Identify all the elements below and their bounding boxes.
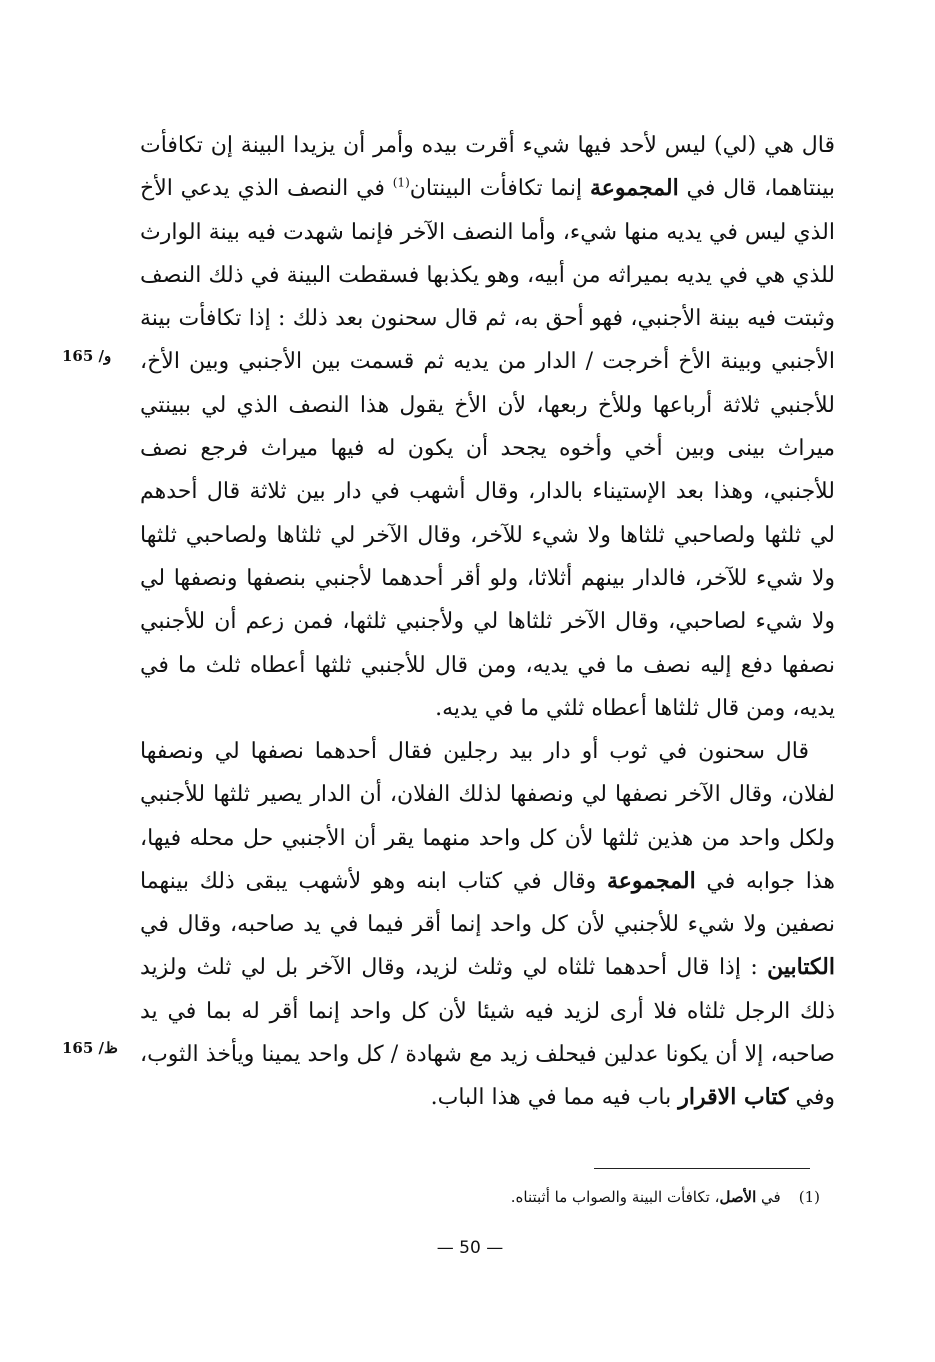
paragraph-2-text: قال سحنون في ثوب أو دار بيد رجلين فقال أحدهما نصفها لي ونصفها لفلان، وقال الآخر نصفها لي ونصفها لذلك الفلان، أن الدار يصير ثلثها للأجنبي ولكل واحد من هذين ثلثها لأن كل واحد منهما يقر أن الأجنبي حل محله فيها، هذا جوابه في bbox=[140, 739, 835, 894]
paragraph-2-text: وقال في كتاب ابنه وهو لأشهب يبقى ذلك بينهما نصفين ولا شيء للأجنبي لأن كل واحد إنما أقر فيما في يد صاحبه، وقال في bbox=[140, 868, 835, 938]
footnote-divider bbox=[594, 1168, 810, 1169]
paragraph-1 bbox=[140, 124, 835, 730]
footnote-text: في bbox=[756, 1188, 781, 1206]
paragraph-1-text: قال هي (لي) ليس لأحد فيها شيء أقرت بيده وأمر أن يزيدا البينة إن تكافأت بينتاهما، قال في bbox=[140, 133, 836, 202]
page-number: — 50 — bbox=[436, 1238, 504, 1258]
footnote-bold-term: الأصل bbox=[719, 1188, 757, 1206]
bold-term-majmua: المجموعة bbox=[606, 867, 696, 894]
paragraph-1-text: إنما تكافأت البينتان bbox=[409, 176, 590, 202]
footnote bbox=[440, 1185, 820, 1209]
paragraph-2 bbox=[140, 730, 835, 1120]
paragraph-2-text: باب فيه مما في هذا الباب. bbox=[430, 1085, 679, 1111]
folio-margin-note: 165 /ظ bbox=[62, 1039, 118, 1057]
footnote-text: ، تكافأت البينة والصواب ما أثبتناه. bbox=[510, 1188, 720, 1206]
bold-term-kitabayn: الكتابين bbox=[767, 954, 835, 981]
paragraph-1-text: في النصف الذي يدعي الأخ الذي ليس في يديه منها شيء، وأما النصف الآخر فإنما شهدت فيه بينة الوارث للذي هي في يديه بميراثه من أبيه، وهو يكذبها فسقطت البينة في ذلك النصف وثبتت فيه بينة الأجنبي، فهو أحق به، ثم قال سحنون بعد ذلك : إذا تكافأت بينة الأجنبي وبينة الأخ أخرجت / الدار من يديه ثم قسمت بين الأجنبي وبين الأخ، للأجنبي ثلاثة أرباعها وللأخ ربعها، لأن الأخ يقول هذا النصف الذي لي ببينتي ميراث بينى وبين أخي وأخوه يجحد أن يكون له فيها ميراث فرجع نصف للأجنبي، وهذا بعد الإستيناء بالدار، وقال أشهب في دار بين ثلاثة قال أحدهم لي ثلثها ولصاحبي ثلثاها ولا شيء للآخر، وقال الآخر لي ثلثاها ولصاحبي ثلثها ولا شيء للآخر، فالدار بينهم أثلاثا، ولو أقر أحدهما لأجنبي بنصفها ونصفها لي ولا شيء لصاحبي، وقال الآخر ثلثاها لي ولأجنبي ثلثها، فمن زعم أن للأجنبي نصفها دفع إليه نصف ما في يديه، ومن قال للأجنبي ثلثها أعطاه ثلث ما في يديه، ومن قال ثلثاها أعطاه ثلثي ما في يديه. bbox=[140, 176, 835, 721]
bold-term-kitab-iqrar: كتاب الاقرار bbox=[678, 1084, 789, 1111]
footnote-number: (1) bbox=[798, 1188, 820, 1206]
folio-margin-note: 165 /و bbox=[62, 347, 112, 365]
footnote-reference[interactable]: (1) bbox=[392, 175, 410, 190]
paragraph-2-text: : إذا قال أحدهما ثلثاه لي وثلث لزيد، وقال الآخر بل لي ثلث ولزيد ذلك الرجل ثلثاه فلا أرى لزيد فيه شيئا لأن كل واحد إنما أقر له بما في يد صاحبه، إلا أن يكونا عدلين فيحلف زيد مع شهادة / كل واحد يمينا ويأخذ الثوب، وفي bbox=[140, 955, 835, 1111]
bold-term-majmua: المجموعة bbox=[589, 175, 679, 202]
